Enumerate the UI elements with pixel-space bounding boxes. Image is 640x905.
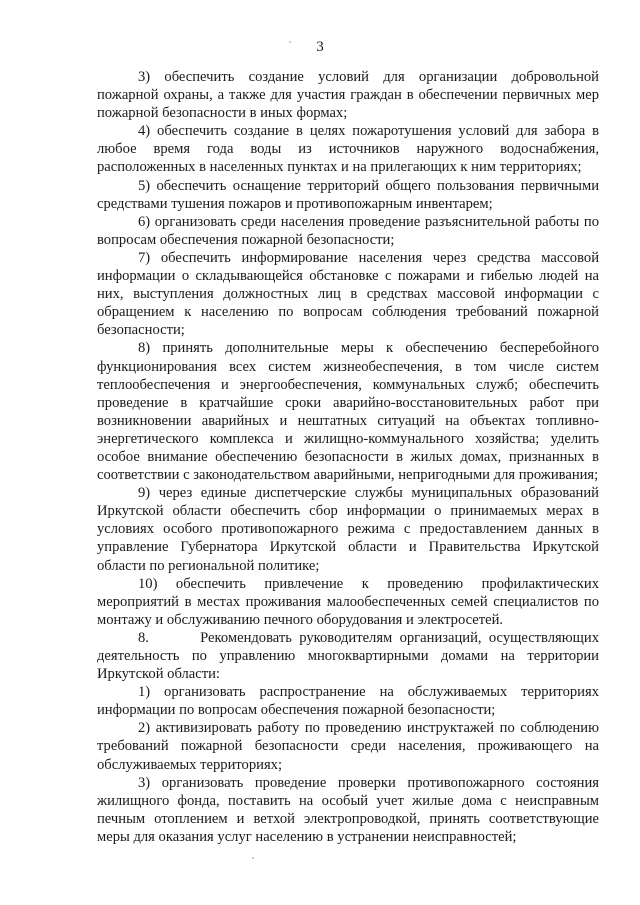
section-8-item-1: 1) организовать распространение на обслуживаемых территориях информации по вопросам обеспечения пожарной безопасности; <box>97 684 599 719</box>
paragraph-item-10: 10) обеспечить привлечение к проведению профилактических мероприятий в местах проживания малообеспеченных семей специалистов по монтажу и обслуживанию печного оборудования и электросетей. <box>97 575 599 628</box>
paragraph-item-6: 6) организовать среди населения проведение разъяснительной работы по вопросам обеспечения пожарной безопасности; <box>97 213 599 248</box>
page-number: 3 <box>316 39 324 55</box>
section-8-item-2: 2) активизировать работу по проведению инструктажей по соблюдению требований пожарной безопасности среди населения, проживающего на обслуживаемых территориях; <box>97 720 599 773</box>
scan-speck <box>289 41 291 43</box>
paragraph-item-4: 4) обеспечить создание в целях пожаротушения условий для забора в любое время года воды из источников наружного водоснабжения, расположенных в населенных пунктах и на прилегающих к ним территориях; <box>97 123 599 176</box>
section-8-item-3: 3) организовать проведение проверки противопожарного состояния жилищного фонда, поставить на особый учет жилые дома с неисправным печным отоплением и ветхой электропроводкой, принять соответствующие меры для оказания услуг населению в устранении неисправностей; <box>97 774 599 845</box>
paragraph-item-7: 7) обеспечить информирование населения через средства массовой информации о складывающейся обстановке с пожарами и гибелью людей на них, выступления должностных лиц в средствах массовой информации с обращением к населению по вопросам соблюдения требований пожарной безопасности; <box>97 249 599 339</box>
section-8-heading: 8. Рекомендовать руководителям организаций, осуществляющих деятельность по управлению многоквартирными домами на территории Иркутской области: <box>97 629 599 683</box>
document-body <box>97 68 599 846</box>
paragraph-item-3: 3) обеспечить создание условий для организации добровольной пожарной охраны, а также для участия граждан в обеспечении первичных мер пожарной безопасности в иных формах; <box>97 69 599 122</box>
paragraph-item-8: 8) принять дополнительные меры к обеспечению бесперебойного функционирования всех систем жизнеобеспечения, в том числе систем теплообеспечения и энергообеспечения, коммунальных служб; обеспечить проведение в кратчайшие сроки аварийно-восстановительных работ при возникновении аварийных и нештатных ситуаций на объектах топливно-энергетического комплекса и жилищно-коммунального хозяйства; уделить особое внимание обеспечению безопасности в жилых домах, признанных в соответствии с законодательством аварийными, непригодными для проживания; <box>97 340 599 484</box>
scan-speck <box>252 857 254 859</box>
paragraph-item-5: 5) обеспечить оснащение территорий общего пользования первичными средствами тушения пожаров и противопожарным инвентарем; <box>97 177 599 212</box>
paragraph-item-9: 9) через единые диспетчерские службы муниципальных образований Иркутской области обеспечить сбор информации о принимаемых мерах в условиях особого противопожарного режима с предоставлением данных в управление Губернатора Иркутской области и Правительства Иркутской области по региональной политике; <box>97 485 599 574</box>
